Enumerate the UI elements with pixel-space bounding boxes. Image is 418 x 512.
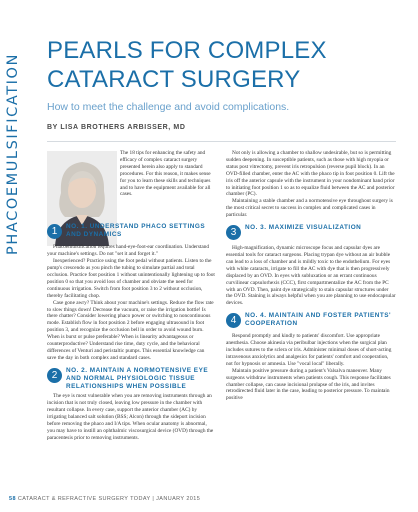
right-column: [226, 150, 396, 402]
number-badge-4: 4: [226, 313, 241, 328]
left-column: [47, 150, 215, 442]
intro-paragraph: The 18 tips for enhancing the safety and efficacy of complex cataract surgery presented herein also apply to standard procedures. For this reason, it makes sense for you to learn these skills and techniques and to have the equipment available for all cases.: [120, 150, 211, 198]
header-divider: [47, 141, 396, 142]
body-paragraph: Maintain positive pressure during a patient's Valsalva maneuver. Many surgeons withdraw instruments when patients cough. This response facilitates chamber collapse, can cause incisional prolapse of the iris, and invites retrodirected fluid later in the case, leading to posterior pressure. To maintain positive: [226, 367, 391, 402]
author-byline: BY LISA BROTHERS ARBISSER, MD: [47, 124, 186, 131]
page-number: 58: [9, 496, 16, 502]
page-footer: [9, 496, 200, 502]
body-paragraph: High-magnification, dynamic microscope focus and capsular dyes are essential tools for cataract surgeons. Placing trypan dye without an air bubble can lead to a loss of chamber and is mildly toxic to the endothelium. For eyes with white cataracts, irrigate to fill the AC with dye that is then progressively displaced by an OVD. In eyes with subluxation or an errant continuous curvilinear capsulorhexis (CCC), first compartmentalize the AC from the PC with an OVD. Then, paint dye strategically to stain capsular structures under the OVD. Staining is always helpful when you are planning to use endocapsular devices.: [226, 245, 396, 307]
section-tab: PHACOEMULSIFICATION: [5, 52, 21, 255]
body-paragraph: Inexperienced? Practice using the foot pedal without patients. Listen to the pump's crescendo as you pinch the tubing to simulate partial and total occlusion. Practice foot position 1 without unintentionally lightening up to foot position 0 so that you avoid loss of chamber and obviate the need for continuous irrigation. Switch from foot position 3 to 2 without occlusion, thereby facilitating chop.: [47, 258, 215, 299]
body-paragraph: Phacoemulsification requires hand-eye-foot-ear coordination. Understand your machine's settings. Do not "set it and forget it.": [47, 244, 210, 258]
body-paragraph: Respond promptly and kindly to patients' discomfort. Use appropriate anesthesia. Choose akinesia via peribulbar injections when the surgical plan includes sutures to the sclera or iris. Administer minimal doses of short-acting intravenous anxiolytics and analgesics for patients' comfort and cooperation, not for hypnosis or amnesia. Use "vocal local" liberally.: [226, 333, 392, 367]
section-heading-text: NO. 3. MAXIMIZE VISUALIZATION: [245, 224, 362, 232]
section-heading-3: [226, 224, 396, 242]
article-title: PEARLS FOR COMPLEX CATARACT SURGERY: [47, 37, 327, 93]
section-heading-text: NO. 2. MAINTAIN A NORMOTENSIVE EYE AND NORMAL PHYSIOLOGIC TISSUE RELATIONSHIPS WHEN POSSIBLE: [66, 366, 209, 390]
number-badge-1: 1: [47, 224, 62, 239]
body-paragraph: Case gone awry? Think about your machine's settings. Reduce the flow rate to slow things down! Decrease the vacuum, or raise the irrigation bottle! Is there chatter? Consider lowering phaco power or switching to noncontinuous mode. Establish flow in foot position 2 before engaging ultrasound in foot position 3, and recognize the occlusion bell in order to avoid wound burn. When is burst or pulse preferable? When is linearity advantageous or counterproductive? Understand rise time, duty cycle, and the behavioral differences of Venturi and peristaltic pumps. This essential knowledge can save the day in both complex and standard cases.: [47, 299, 214, 361]
section-heading-4: [226, 312, 396, 330]
section-heading-text: NO. 4. MAINTAIN AND FOSTER PATIENTS' COOPERATION: [245, 312, 392, 328]
body-paragraph: Maintaining a stable chamber and a normotensive eye throughout surgery is the most critical secret to success in complex and complicated cases in particular.: [226, 198, 393, 219]
body-paragraph: Not only is allowing a chamber to shallow undesirable, but so is permitting sudden deepening. In susceptible patients, such as those with high myopia or status post vitrectomy, prevent iris retropulsion (reverse pupil block). In an OVD-filled chamber, enter the AC with the phaco tip in foot position 0. Lift the iris off the anterior capsule with the instrument in your nondominant hand prior to initiating foot position 1 so as to equalize fluid between the AC and posterior chamber (PC).: [226, 150, 395, 198]
body-paragraph: The eye is most vulnerable when you are removing instruments through an incision that is not truly closed, leaving low pressure in the chamber with resultant collapse. In every case, support the anterior chamber (AC) by irrigating balanced salt solution (BSS; Alcon) through the sideport incision before removing the phaco and I/A tips. When ocular anatomy is abnormal, you may have to instill an ophthalmic viscosurgical device (OVD) through the paracentesis prior to removing instruments.: [47, 393, 214, 441]
section-heading-1: [47, 223, 215, 241]
section-heading-text: NO. 1. UNDERSTAND PHACO SETTINGS AND DYNAMICS: [66, 223, 206, 239]
number-badge-2: 2: [47, 368, 62, 383]
article-subtitle: How to meet the challenge and avoid complications.: [47, 101, 290, 113]
journal-name: CATARACT & REFRACTIVE SURGERY TODAY | JANUARY 2015: [17, 496, 201, 502]
number-badge-3: 3: [226, 225, 241, 240]
section-heading-2: [47, 367, 215, 391]
